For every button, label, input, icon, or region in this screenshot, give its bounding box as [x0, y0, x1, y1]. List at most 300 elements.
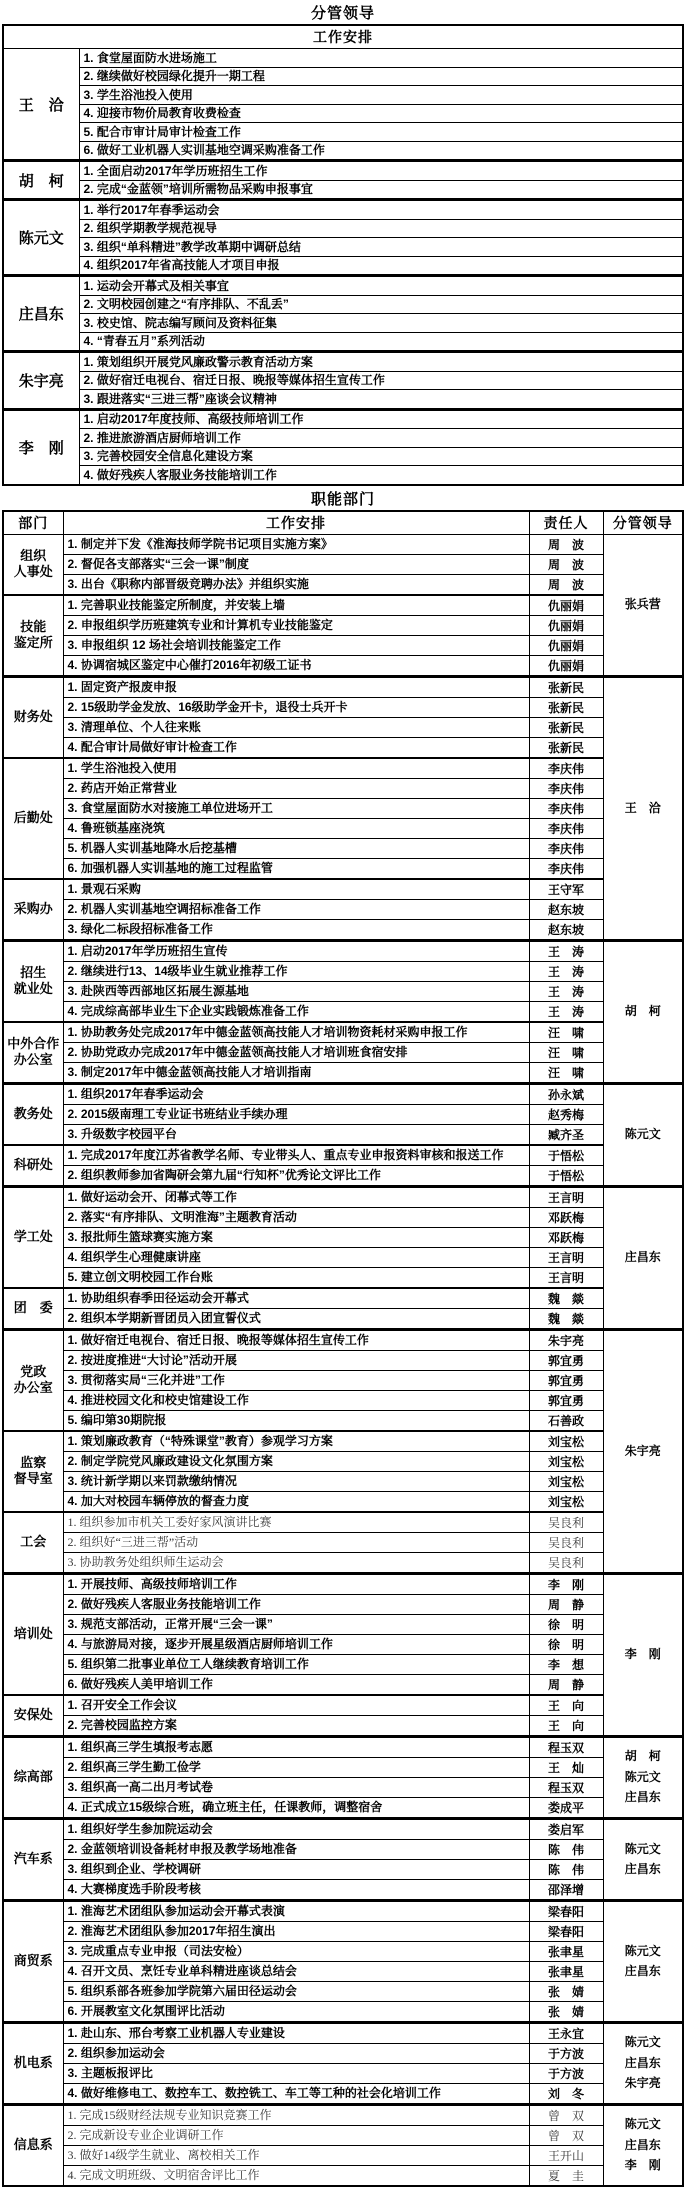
- assigned-leader: 陈元文 庄昌东: [603, 1900, 683, 2022]
- responsible-person: 王 涛: [529, 940, 603, 961]
- work-item: 6. 开展教室文化氛围评比活动: [63, 2001, 529, 2022]
- responsible-person: 张 婧: [529, 1981, 603, 2001]
- work-item: 2. 按进度推进“大讨论”活动开展: [63, 1350, 529, 1370]
- work-item: 1. 赴山东、邢台考察工业机器人专业建设: [63, 2022, 529, 2043]
- work-item: 2. 2015级南理工专业证书班结业手续办理: [63, 1104, 529, 1124]
- responsible-person: 于悟松: [529, 1165, 603, 1186]
- dept-work-row: [3, 1552, 683, 1573]
- work-item: 3. 做好14级学生就业、离校相关工作: [63, 2145, 529, 2165]
- dept-work-row: [3, 1001, 683, 1022]
- responsible-person: 吴良利: [529, 1512, 603, 1533]
- dept-column-header: 部门: [3, 511, 63, 535]
- dept-name: 财务处: [3, 676, 63, 758]
- work-item: 1. 组织2017年春季运动会: [63, 1083, 529, 1104]
- assigned-leader: 李 刚: [603, 1573, 683, 1736]
- work-item: 4. 鲁班锁基座浇筑: [63, 818, 529, 838]
- responsible-person: 张新民: [529, 717, 603, 737]
- work-item: 3. 跟进落实“三进三帮”座谈会议精神: [79, 390, 683, 410]
- work-item: 3. 清理单位、个人往来账: [63, 717, 529, 737]
- work-item: 5. 编印第30期院报: [63, 1410, 529, 1431]
- assigned-leader: 王 洽: [603, 676, 683, 940]
- responsible-person: 李 刚: [529, 1573, 603, 1594]
- work-item: 2. 申报组织学历班建筑专业和计算机专业技能鉴定: [63, 615, 529, 635]
- dept-name: 采购办: [3, 879, 63, 941]
- leader-name: 庄昌东: [3, 276, 79, 352]
- responsible-person: 陈 伟: [529, 1839, 603, 1859]
- work-item: 1. 制定并下发《淮海技师学院书记项目实施方案》: [63, 534, 529, 554]
- section2-title: 职能部门: [310, 490, 375, 508]
- work-item: 4. 推进校园文化和校史馆建设工作: [63, 1390, 529, 1410]
- dept-name: 党政 办公室: [3, 1329, 63, 1431]
- work-item: 2. 推进旅游酒店厨师培训工作: [79, 429, 683, 448]
- dept-work-row: [3, 778, 683, 798]
- dept-name: 组织 人事处: [3, 534, 63, 595]
- work-item: 2. 淮海艺术团组队参加2017年招生演出: [63, 1921, 529, 1941]
- dept-work-row: [3, 1124, 683, 1145]
- responsible-person: 程玉双: [529, 1736, 603, 1757]
- leader-work-row: [3, 161, 683, 181]
- responsible-person: 仇丽娟: [529, 635, 603, 655]
- dept-work-row: [3, 697, 683, 717]
- responsible-person: 刘 冬: [529, 2083, 603, 2104]
- dept-work-row: [3, 1062, 683, 1083]
- work-arrangement-header: 工作安排: [3, 25, 683, 49]
- dept-work-row: [3, 655, 683, 676]
- dept-name: 教务处: [3, 1083, 63, 1145]
- work-item: 4. 加大对校园车辆停放的督查力度: [63, 1491, 529, 1512]
- responsible-person: 孙永斌: [529, 1083, 603, 1104]
- assigned-leader: 胡 柯 陈元文 庄昌东: [603, 1736, 683, 1818]
- work-item: 2. 继续进行13、14级毕业生就业推荐工作: [63, 961, 529, 981]
- work-item: 3. 完成重点专业申报（司法安检）: [63, 1941, 529, 1961]
- work-item: 3. 规范支部活动，正常开展“三会一课”: [63, 1614, 529, 1634]
- responsible-person: 李庆伟: [529, 798, 603, 818]
- dept-work-row: [3, 717, 683, 737]
- work-item: 1. 组织参加市机关工委好家风演讲比赛: [63, 1512, 529, 1533]
- responsible-person: 吴良利: [529, 1552, 603, 1573]
- assigned-leader: 陈元文: [603, 1083, 683, 1186]
- leader-work-row: [3, 238, 683, 257]
- work-item: 3. 组织到企业、学校调研: [63, 1859, 529, 1879]
- leader-work-row: [3, 104, 683, 123]
- responsible-person: 刘宝松: [529, 1451, 603, 1471]
- dept-work-row: [3, 1818, 683, 1839]
- work-item: 3. 组织“单科精进”教学改革期中调研总结: [79, 238, 683, 257]
- dept-name: 招生 就业处: [3, 940, 63, 1022]
- work-item: 1. 组织高三学生填报考志愿: [63, 1736, 529, 1757]
- dept-work-row: [3, 1451, 683, 1471]
- responsible-person: 徐 明: [529, 1634, 603, 1654]
- responsible-person: 刘宝松: [529, 1491, 603, 1512]
- work-item: 2. 组织教师参加省陶研会第九届“行知杯”优秀论文评比工作: [63, 1165, 529, 1186]
- dept-work-row: [3, 1634, 683, 1654]
- dept-name: 培训处: [3, 1573, 63, 1695]
- work-item: 4. 配合审计局做好审计检查工作: [63, 737, 529, 758]
- work-item: 5. 组织系部各班参加学院第六届田径运动会: [63, 1981, 529, 2001]
- leader-work-row: [3, 295, 683, 314]
- dept-work-row: [3, 2145, 683, 2165]
- dept-work-row: [3, 2125, 683, 2145]
- responsible-person: 邵泽增: [529, 1879, 603, 1900]
- responsible-person: 张新民: [529, 737, 603, 758]
- dept-work-row: [3, 1654, 683, 1674]
- work-item: 4. 做好残疾人客服业务技能培训工作: [79, 466, 683, 485]
- work-item: 2. 金蓝领培训设备耗材申报及教学场地准备: [63, 1839, 529, 1859]
- assigned-leader: 胡 柯: [603, 940, 683, 1083]
- work-item: 5. 配合市审计局审计检查工作: [79, 123, 683, 142]
- dept-name: 信息系: [3, 2104, 63, 2186]
- responsible-person: 曾 双: [529, 2125, 603, 2145]
- work-item: 2. 完成“金蓝领”培训所需物品采购申报事宜: [79, 180, 683, 200]
- departments-table: [2, 510, 684, 2187]
- leader-work-row: [3, 332, 683, 352]
- work-item: 1. 举行2017年春季运动会: [79, 200, 683, 220]
- dept-work-row: [3, 1715, 683, 1736]
- dept-work-row: [3, 1573, 683, 1594]
- work-item: 1. 策划组织开展党风廉政警示教育活动方案: [79, 352, 683, 372]
- leader-work-row: [3, 371, 683, 390]
- work-item: 3. 报批师生篮球赛实施方案: [63, 1227, 529, 1247]
- dept-work-row: [3, 1981, 683, 2001]
- work-item: 2. 协助党政办完成2017年中德金蓝领高技能人才培训班食宿安排: [63, 1042, 529, 1062]
- work-item: 1. 做好运动会开、闭幕式等工作: [63, 1186, 529, 1207]
- work-item: 2. 15级助学金发放、16级助学金开卡，退役士兵开卡: [63, 697, 529, 717]
- dept-work-row: [3, 1042, 683, 1062]
- work-item: 6. 加强机器人实训基地的施工过程监管: [63, 858, 529, 879]
- responsible-person: 王 涛: [529, 961, 603, 981]
- work-item: 1. 启动2017年度技师、高级技师培训工作: [79, 409, 683, 429]
- dept-work-row: [3, 1736, 683, 1757]
- work-item: 3. 升级数字校园平台: [63, 1124, 529, 1145]
- leader-name: 王 洽: [3, 49, 79, 161]
- work-item: 4. “青春五月”系列活动: [79, 332, 683, 352]
- dept-name: 科研处: [3, 1145, 63, 1187]
- dept-work-row: [3, 1777, 683, 1797]
- work-item: 1. 运动会开幕式及相关事宜: [79, 276, 683, 296]
- responsible-person: 于方波: [529, 2063, 603, 2083]
- work-item: 2. 落实“有序排队、文明淮海”主题教育活动: [63, 1207, 529, 1227]
- work-item: 4. 组织2017年省高技能人才项目申报: [79, 256, 683, 276]
- work-item: 2. 完成新设专业企业调研工作: [63, 2125, 529, 2145]
- leader-work-row: [3, 390, 683, 410]
- dept-work-row: [3, 1207, 683, 1227]
- leader-name: 陈元文: [3, 200, 79, 276]
- work-item: 1. 学生浴池投入使用: [63, 758, 529, 779]
- dept-work-row: [3, 818, 683, 838]
- dept-work-row: [3, 1594, 683, 1614]
- work-item: 3. 组织高一高二出月考试卷: [63, 1777, 529, 1797]
- work-item: 2. 组织学期教学规范视导: [79, 219, 683, 238]
- dept-work-row: [3, 1104, 683, 1124]
- responsible-person: 李庆伟: [529, 778, 603, 798]
- work-item: 1. 开展技师、高级技师培训工作: [63, 1573, 529, 1594]
- assigned-leader: 陈元文 庄昌东: [603, 1818, 683, 1900]
- work-item: 3. 学生浴池投入使用: [79, 86, 683, 105]
- work-item: 2. 机器人实训基地空调招标准备工作: [63, 899, 529, 919]
- work-item: 3. 食堂屋面防水对接施工单位进场开工: [63, 798, 529, 818]
- dept-work-row: [3, 1879, 683, 1900]
- leader-work-row: [3, 123, 683, 142]
- work-item: 1. 固定资产报废申报: [63, 676, 529, 697]
- dept-work-row: [3, 1247, 683, 1267]
- leader-work-row: [3, 256, 683, 276]
- responsible-person: 李庆伟: [529, 758, 603, 779]
- dept-name: 综高部: [3, 1736, 63, 1818]
- responsible-person: 陈 伟: [529, 1859, 603, 1879]
- work-item: 2. 完善校园监控方案: [63, 1715, 529, 1736]
- dept-work-row: [3, 858, 683, 879]
- work-item: 4. 协调宿城区鉴定中心催打2016年初级工证书: [63, 655, 529, 676]
- dept-work-row: [3, 1145, 683, 1166]
- responsible-person: 周 波: [529, 534, 603, 554]
- work-item: 1. 食堂屋面防水进场施工: [79, 49, 683, 68]
- assigned-leader: 陈元文 庄昌东 朱宇亮: [603, 2022, 683, 2104]
- responsible-person: 王 灿: [529, 1757, 603, 1777]
- dept-work-row: [3, 1350, 683, 1370]
- responsible-person: 夏 圭: [529, 2165, 603, 2186]
- dept-work-row: [3, 2043, 683, 2063]
- work-item: 3. 主题板报评比: [63, 2063, 529, 2083]
- dept-work-row: [3, 1390, 683, 1410]
- dept-work-row: [3, 1431, 683, 1452]
- work-item: 1. 完成2017年度江苏省教学名师、专业带头人、重点专业申报资料审核和报送工作: [63, 1145, 529, 1166]
- work-item: 1. 协助教务处完成2017年中德金蓝领高技能人才培训物资耗材采购申报工作: [63, 1022, 529, 1043]
- dept-work-row: [3, 1797, 683, 1818]
- responsible-person: 王永宜: [529, 2022, 603, 2043]
- dept-work-row: [3, 574, 683, 595]
- dept-work-row: [3, 1267, 683, 1288]
- work-item: 4. 正式成立15级综合班，确立班主任，任课教师，调整宿舍: [63, 1797, 529, 1818]
- dept-work-row: [3, 879, 683, 900]
- work-item: 2. 做好宿迁电视台、宿迁日报、晚报等媒体招生宣传工作: [79, 371, 683, 390]
- responsible-person: 李庆伟: [529, 858, 603, 879]
- dept-work-row: [3, 1900, 683, 1921]
- work-item: 4. 做好维修电工、数控车工、数控铣工、车工等工种的社会化培训工作: [63, 2083, 529, 2104]
- dept-work-row: [3, 940, 683, 961]
- responsible-person: 于方波: [529, 2043, 603, 2063]
- dept-work-row: [3, 2083, 683, 2104]
- leader-work-row: [3, 200, 683, 220]
- responsible-person: 王 涛: [529, 1001, 603, 1022]
- dept-work-row: [3, 981, 683, 1001]
- dept-work-row: [3, 899, 683, 919]
- work-item: 1. 完善职业技能鉴定所制度，并安装上墙: [63, 595, 529, 616]
- dept-work-row: [3, 1471, 683, 1491]
- dept-work-row: [3, 595, 683, 616]
- dept-work-row: [3, 919, 683, 940]
- dept-work-row: [3, 1227, 683, 1247]
- responsible-person: 邓跃梅: [529, 1207, 603, 1227]
- work-item: 4. 完成综高部毕业生下企业实践锻炼准备工作: [63, 1001, 529, 1022]
- responsible-person: 于悟松: [529, 1145, 603, 1166]
- work-item: 3. 统计新学期以来罚款缴纳情况: [63, 1471, 529, 1491]
- work-item: 1. 完成15级财经法规专业知识竞赛工作: [63, 2104, 529, 2125]
- dept-work-row: [3, 1674, 683, 1695]
- dept-work-row: [3, 1308, 683, 1329]
- responsible-person: 石善政: [529, 1410, 603, 1431]
- dept-work-row: [3, 1491, 683, 1512]
- dept-work-row: [3, 961, 683, 981]
- dept-work-row: [3, 1921, 683, 1941]
- assigned-leader: 庄昌东: [603, 1186, 683, 1329]
- dept-work-row: [3, 838, 683, 858]
- responsible-person: 郭宜勇: [529, 1390, 603, 1410]
- dept-work-row: [3, 1083, 683, 1104]
- responsible-person: 汪 啸: [529, 1042, 603, 1062]
- work-item: 1. 启动2017年学历班招生宣传: [63, 940, 529, 961]
- leader-work-row: [3, 409, 683, 429]
- responsible-person: 李 想: [529, 1654, 603, 1674]
- responsible-person: 吴良利: [529, 1532, 603, 1552]
- responsible-person: 仇丽娟: [529, 615, 603, 635]
- dept-name: 商贸系: [3, 1900, 63, 2022]
- leader-name: 朱宇亮: [3, 352, 79, 410]
- dept-name: 监察 督导室: [3, 1431, 63, 1512]
- responsible-person: 王言明: [529, 1267, 603, 1288]
- work-item: 2. 组织高三学生勤工俭学: [63, 1757, 529, 1777]
- work-item: 1. 全面启动2017年学历班招生工作: [79, 161, 683, 181]
- dept-work-row: [3, 1961, 683, 1981]
- leader-work-row: [3, 466, 683, 485]
- work-item: 2. 药店开始正常营业: [63, 778, 529, 798]
- dept-work-row: [3, 1695, 683, 1716]
- leader-work-row: [3, 276, 683, 296]
- work-item: 3. 申报组织 12 场社会培训技能鉴定工作: [63, 635, 529, 655]
- leader-work-row: [3, 49, 683, 68]
- dept-work-row: [3, 1532, 683, 1552]
- work-item: 5. 建立创文明校园工作台账: [63, 1267, 529, 1288]
- work-item: 2. 组织参加运动会: [63, 2043, 529, 2063]
- dept-work-row: [3, 676, 683, 697]
- section1-title: 分管领导: [310, 5, 375, 22]
- work-item: 2. 制定学院党风廉政建设文化氛围方案: [63, 1451, 529, 1471]
- responsible-person: 邓跃梅: [529, 1227, 603, 1247]
- responsible-person: 娄启军: [529, 1818, 603, 1839]
- responsible-person: 王守军: [529, 879, 603, 900]
- work-item: 2. 做好残疾人客服业务技能培训工作: [63, 1594, 529, 1614]
- responsible-person: 徐 明: [529, 1614, 603, 1634]
- leader-name: 李 刚: [3, 409, 79, 485]
- work-item: 1. 淮海艺术团组队参加运动会开幕式表演: [63, 1900, 529, 1921]
- responsible-person: 王 涛: [529, 981, 603, 1001]
- responsible-person: 王开山: [529, 2145, 603, 2165]
- dept-name: 汽车系: [3, 1818, 63, 1900]
- dept-work-row: [3, 798, 683, 818]
- work-item: 3. 贯彻落实局“三化并进”工作: [63, 1370, 529, 1390]
- dept-work-row: [3, 2022, 683, 2043]
- work-item: 5. 组织第二批事业单位工人继续教育培训工作: [63, 1654, 529, 1674]
- leader-work-row: [3, 352, 683, 372]
- dept-name: 安保处: [3, 1695, 63, 1737]
- responsible-person: 刘宝松: [529, 1431, 603, 1452]
- dept-work-row: [3, 1859, 683, 1879]
- dept-work-row: [3, 534, 683, 554]
- work-item: 3. 赴陕西等西部地区拓展生源基地: [63, 981, 529, 1001]
- work-item: 6. 做好工业机器人实训基地空调采购准备工作: [79, 141, 683, 161]
- dept-work-row: [3, 1165, 683, 1186]
- dept-work-row: [3, 1288, 683, 1309]
- dept-name: 中外合作 办公室: [3, 1022, 63, 1084]
- responsible-person: 程玉双: [529, 1777, 603, 1797]
- responsible-person: 赵秀梅: [529, 1104, 603, 1124]
- leader-name: 胡 柯: [3, 161, 79, 200]
- dept-work-row: [3, 2001, 683, 2022]
- dept-name: 后勤处: [3, 758, 63, 879]
- responsible-person: 梁春阳: [529, 1921, 603, 1941]
- work-item: 1. 召开安全工作会议: [63, 1695, 529, 1716]
- work-item: 5. 机器人实训基地降水后挖基槽: [63, 838, 529, 858]
- assigned-leader: 陈元文 庄昌东 李 刚: [603, 2104, 683, 2186]
- dept-work-row: [3, 554, 683, 574]
- dept-work-row: [3, 2104, 683, 2125]
- work-item: 3. 出台《职称内部晋级竞聘办法》并组织实施: [63, 574, 529, 595]
- responsible-person: 张聿星: [529, 1961, 603, 1981]
- dept-work-row: [3, 1329, 683, 1350]
- leader-work-row: [3, 67, 683, 86]
- responsible-person: 汪 啸: [529, 1062, 603, 1083]
- dept-work-row: [3, 758, 683, 779]
- responsible-person: 李庆伟: [529, 818, 603, 838]
- work-item: 1. 组织好学生参加院运动会: [63, 1818, 529, 1839]
- responsible-person: 王言明: [529, 1247, 603, 1267]
- dept-name: 技能 鉴定所: [3, 595, 63, 677]
- work-item: 2. 组织本学期新晋团员入团宣誓仪式: [63, 1308, 529, 1329]
- work-item: 3. 校史馆、院志编写顾问及资料征集: [79, 314, 683, 333]
- responsible-person: 张新民: [529, 697, 603, 717]
- responsible-person: 魏 燚: [529, 1308, 603, 1329]
- responsible-person: 魏 燚: [529, 1288, 603, 1309]
- responsible-person: 王言明: [529, 1186, 603, 1207]
- responsible-person: 张新民: [529, 676, 603, 697]
- work-item: 2. 督促各支部落实“三会一课”制度: [63, 554, 529, 574]
- dept-name: 机电系: [3, 2022, 63, 2104]
- responsible-person: 王 向: [529, 1695, 603, 1716]
- dept-work-row: [3, 1941, 683, 1961]
- leader-work-row: [3, 219, 683, 238]
- work-item: 1. 策划廉政教育（“特殊课堂”教育）参观学习方案: [63, 1431, 529, 1452]
- responsible-person: 曾 双: [529, 2104, 603, 2125]
- dept-work-row: [3, 2063, 683, 2083]
- dept-work-row: [3, 2165, 683, 2186]
- work-item: 3. 协助教务处组织师生运动会: [63, 1552, 529, 1573]
- leader-work-row: [3, 314, 683, 333]
- responsible-person: 仇丽娟: [529, 595, 603, 616]
- work-item: 2. 文明校园创建之“有序排队、不乱丢”: [79, 295, 683, 314]
- dept-name: 工会: [3, 1512, 63, 1574]
- responsible-column-header: 责任人: [529, 511, 603, 535]
- work-column-header: 工作安排: [63, 511, 529, 535]
- dept-name: 学工处: [3, 1186, 63, 1288]
- work-item: 4. 召开文员、烹饪专业单科精进座谈总结会: [63, 1961, 529, 1981]
- responsible-person: 郭宜勇: [529, 1350, 603, 1370]
- responsible-person: 周 波: [529, 574, 603, 595]
- dept-work-row: [3, 1410, 683, 1431]
- responsible-person: 张 婧: [529, 2001, 603, 2022]
- leader-work-row: [3, 86, 683, 105]
- leader-column-header: 分管领导: [603, 511, 683, 535]
- work-item: 1. 做好宿迁电视台、宿迁日报、晚报等媒体招生宣传工作: [63, 1329, 529, 1350]
- responsible-person: 刘宝松: [529, 1471, 603, 1491]
- work-item: 3. 绿化二标段招标准备工作: [63, 919, 529, 940]
- dept-work-row: [3, 1022, 683, 1043]
- dept-work-row: [3, 615, 683, 635]
- work-item: 1. 协助组织春季田径运动会开幕式: [63, 1288, 529, 1309]
- leader-work-row: [3, 141, 683, 161]
- dept-work-row: [3, 1186, 683, 1207]
- dept-work-row: [3, 1839, 683, 1859]
- work-item: 3. 制定2017年中德金蓝领高技能人才培训指南: [63, 1062, 529, 1083]
- dept-work-row: [3, 1512, 683, 1533]
